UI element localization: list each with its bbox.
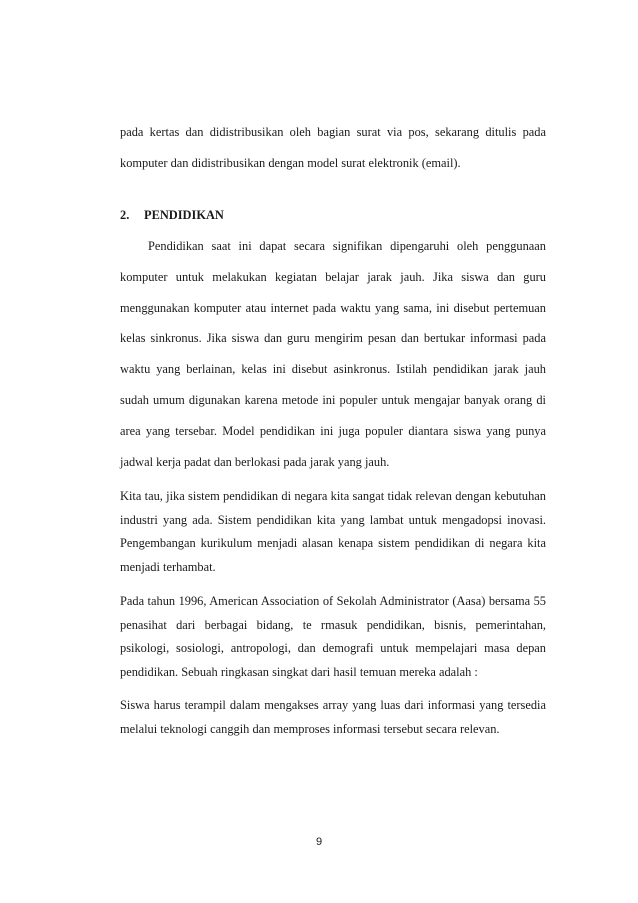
intro-paragraph: pada kertas dan didistribusikan oleh bagian surat via pos, sekarang ditulis pada komputer dan didistribusikan dengan model surat elektronik (email). bbox=[120, 125, 546, 170]
intro-block bbox=[120, 117, 546, 179]
paragraph-4: Siswa harus terampil dalam mengakses array yang luas dari informasi yang tersedia melalui teknologi canggih dan memproses informasi tersebut secara relevan. bbox=[120, 698, 546, 736]
paragraph-2-block bbox=[120, 485, 546, 579]
paragraph-2: Kita tau, jika sistem pendidikan di negara kita sangat tidak relevan dengan kebutuhan industri yang ada. Sistem pendidikan kita yang lambat untuk mengadopsi inovasi. Pengembangan kurikulum menjadi alasan kenapa sistem pendidikan di negara kita menjadi terhambat. bbox=[120, 489, 546, 574]
paragraph-3-block bbox=[120, 590, 546, 684]
section-heading bbox=[120, 202, 224, 228]
paragraph-3: Pada tahun 1996, American Association of Sekolah Administrator (Aasa) bersama 55 penasihat dari berbagai bidang, te rmasuk pendidikan, bisnis, pemerintahan, psikologi, sosiologi, antropologi, dan demografi untuk mempelajari masa depan pendidikan. Sebuah ringkasan singkat dari hasil temuan mereka adalah : bbox=[120, 594, 546, 679]
section-body bbox=[120, 231, 546, 477]
section-title: PENDIDIKAN bbox=[144, 208, 224, 222]
section-number: 2. bbox=[120, 208, 130, 222]
section-paragraph: Pendidikan saat ini dapat secara signifikan dipengaruhi oleh penggunaan komputer untuk melakukan kegiatan belajar jarak jauh. Jika siswa dan guru menggunakan komputer atau internet pada waktu yang sama, ini disebut pertemuan kelas sinkronus. Jika siswa dan guru mengirim pesan dan bertukar informasi pada waktu yang berlainan, kelas ini disebut asinkronus. Istilah pendidikan jarak jauh sudah umum digunakan karena metode ini populer untuk mengajar banyak orang di area yang tersebar. Model pendidikan ini juga populer diantara siswa yang punya jadwal kerja padat dan berlokasi pada jarak yang jauh. bbox=[120, 239, 546, 469]
paragraph-4-block bbox=[120, 694, 546, 741]
page-number: 9 bbox=[315, 836, 323, 848]
